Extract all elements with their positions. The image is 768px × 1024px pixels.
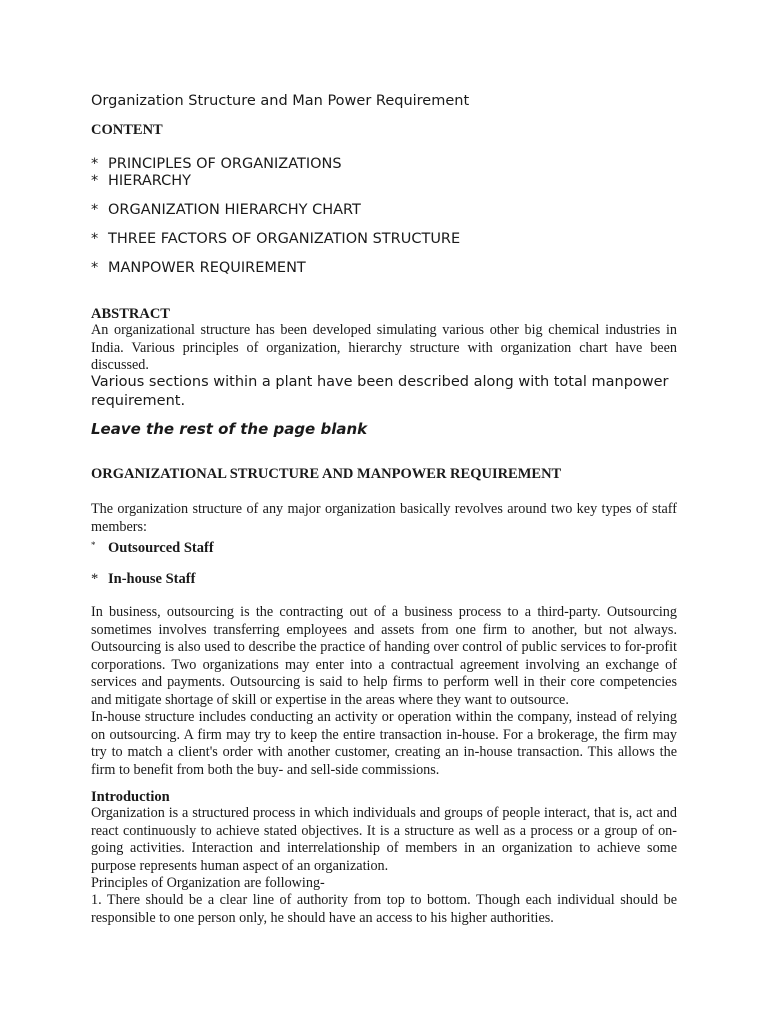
outsourcing-paragraph: In business, outsourcing is the contracting out of a business process to a third-party. Outsourcing sometimes involves transferring employees and assets from one firm to another, but not always. Outsourcing is also used to describe the practice of handing over control of public services to for-profit corporations. Two organizations may enter into a contractual agreement involving an exchange of services and payments. Outsourcing is said to help firms to perform well in their core competencies and mitigate shortage of skill or expertise in the areas where they want to outsource. [91,604,677,708]
toc-item [91,171,191,191]
toc-item [91,229,460,249]
toc-item-label: MANPOWER REQUIREMENT [108,260,306,276]
staff-type-label: Outsourced Staff [108,540,214,556]
toc-item [91,200,361,220]
introduction-heading: Introduction [91,789,170,805]
principles-lead: Principles of Organization are following- [91,875,325,891]
principle-item: 1. There should be a clear line of authority from top to bottom. Though each individual should be responsible to one person only, he should have an access to his higher authorities. [91,892,677,926]
toc-item-label: PRINCIPLES OF ORGANIZATIONS [108,156,342,172]
abstract-text-continued: Various sections within a plant have been described along with total manpower requirement. [91,374,669,409]
bullet-icon: * [91,260,99,276]
toc-item-label: HIERARCHY [108,173,191,189]
section-heading: ORGANIZATIONAL STRUCTURE AND MANPOWER REQUIREMENT [91,466,562,482]
toc-item-label: ORGANIZATION HIERARCHY CHART [108,202,361,218]
content-heading: CONTENT [91,122,163,138]
bullet-icon: * [91,540,96,550]
section-intro: The organization structure of any major organization basically revolves around two key types of staff members: [91,501,677,535]
abstract-heading: ABSTRACT [91,306,170,322]
introduction-paragraph: Organization is a structured process in which individuals and groups of people interact, that is, act and react continuously to achieve stated objectives. It is a structure as well as a process or a group of on-going activities. Interaction and interrelationship of members in an organization to achieve some purpose represents human aspect of an organization. [91,805,677,874]
staff-type-item [91,569,195,589]
bullet-icon: * [91,202,99,218]
bullet-icon: * [91,173,99,189]
bullet-icon: * [91,231,99,247]
document-title: Organization Structure and Man Power Requirement [91,93,470,109]
abstract-text: An organizational structure has been developed simulating various other big chemical industries in India. Various principles of organization, hierarchy structure with organization chart have been discussed. [91,322,677,374]
bullet-icon: * [91,571,99,587]
staff-type-item [91,535,214,558]
toc-item-label: THREE FACTORS OF ORGANIZATION STRUCTURE [108,231,461,247]
blank-page-note: Leave the rest of the page blank [91,420,368,438]
bullet-icon: * [91,156,99,172]
toc-item [91,258,306,278]
staff-type-label: In-house Staff [108,571,196,587]
inhouse-paragraph: In-house structure includes conducting an activity or operation within the company, instead of relying on outsourcing. A firm may try to keep the entire transaction in-house. For a brokerage, the firm may try to match a client's order with another customer, creating an in-house transaction. This allows the firm to benefit from both the buy- and sell-side commissions. [91,709,677,778]
